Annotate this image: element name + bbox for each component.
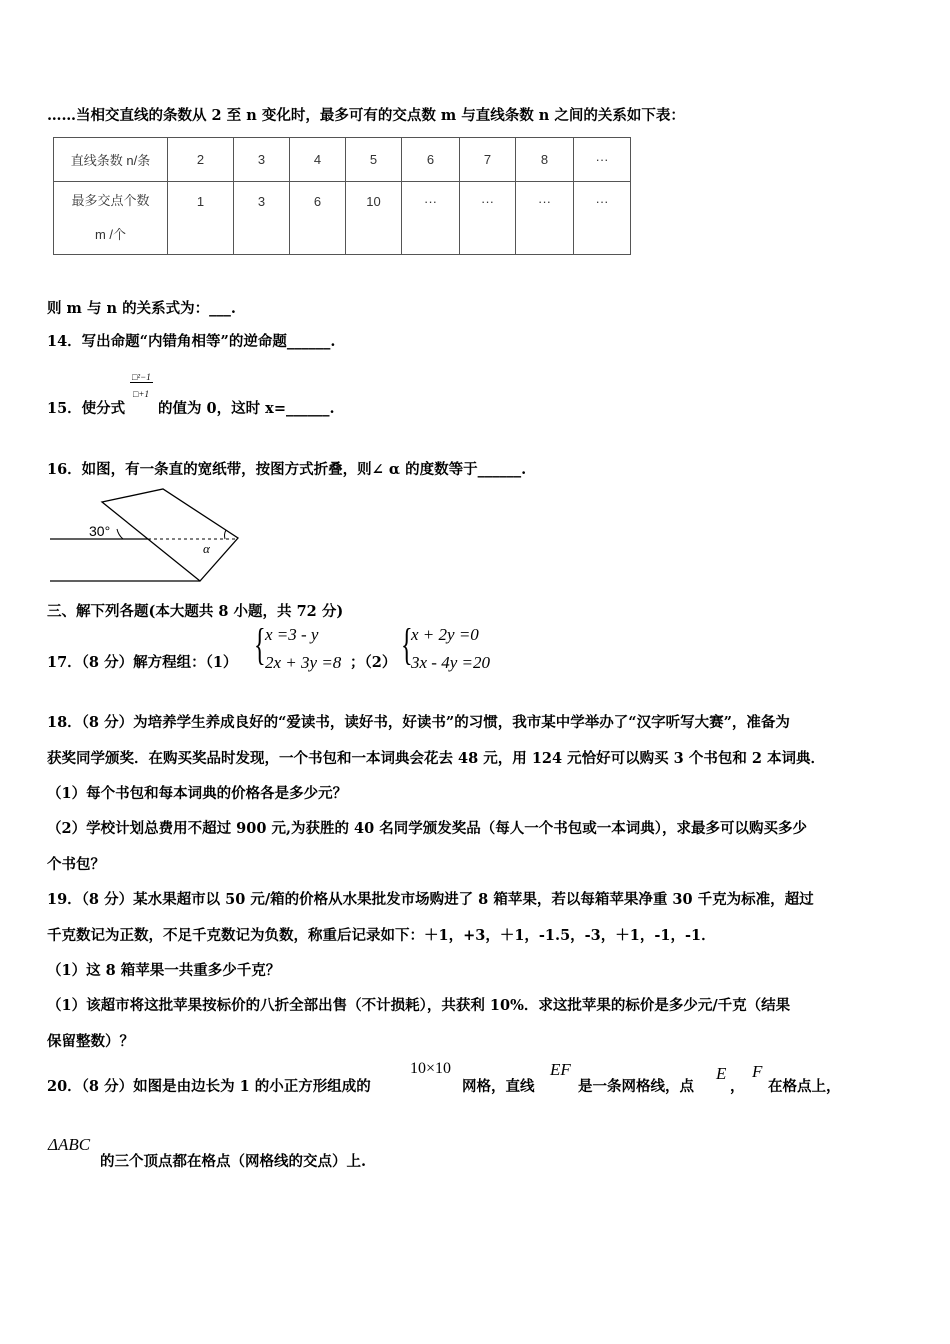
sys2-eq2: 3x - 4y =20 [411, 653, 490, 672]
section-title: 三、解下列各题(本大题共 8 小题，共 72 分) [47, 603, 344, 620]
table-cell: 2 [168, 138, 234, 182]
q20-text: ， [730, 1078, 745, 1095]
angle-30-arc [117, 529, 123, 539]
q20-triangle-abc: ΔABC [48, 1135, 91, 1154]
table-header-line: 最多交点个数 [71, 193, 150, 208]
q19-line: 千克数记为正数，不足千克数记为负数，称重后记录如下：＋1，+3，＋1，-1.5，-3，＋1，-1，-1． [47, 927, 716, 944]
brace-icon: { [254, 620, 266, 669]
q15-prefix: 15．使分式 [47, 400, 126, 417]
q20-prefix: 20．（8 分）如图是由边长为 1 的小正方形组成的 [47, 1078, 371, 1095]
q20-grid-size: 10×10 [410, 1060, 452, 1077]
q16-text: 16．如图，有一条直的宽纸带，按图方式折叠，则∠ α 的度数等于______. [47, 461, 527, 478]
angle-30-label: 30° [89, 523, 111, 539]
q19-line: （1）这 8 箱苹果一共重多少千克？ [47, 962, 281, 979]
q18-line: （1）每个书包和每本词典的价格各是多少元？ [47, 785, 348, 802]
table-cell: 4 [290, 138, 346, 182]
q18-line: （2）学校计划总费用不超过 900 元,为获胜的 40 名同学颁发奖品（每人一个书包或一本词典），求最多可以购买多少 [47, 820, 808, 837]
table-header-line: m /个 [94, 227, 127, 242]
q18-line: 个书包？ [47, 856, 105, 873]
table-cell: 8 [516, 138, 574, 182]
q20-point-e: E [716, 1064, 727, 1083]
table-header-cell: 直线条数 n/条 [54, 138, 168, 182]
q13-conclusion: 则 m 与 n 的关系式为：___. [47, 300, 236, 317]
q20-text: 是一条网格线，点 [578, 1078, 694, 1095]
q19-line: （1）该超市将这批苹果按标价的八折全部出售（不计损耗），共获利 10%．求这批苹果的标价是多少元/千克（结果 [47, 997, 791, 1014]
q15-numerator: □²−1 [132, 372, 151, 382]
q20-text: 的三个顶点都在格点（网格线的交点）上. [100, 1153, 367, 1170]
q20-text: 在格点上， [768, 1078, 841, 1095]
q20-point-f: F [752, 1062, 763, 1081]
angle-alpha-label: α [203, 541, 210, 556]
table-cell: 3 [234, 182, 290, 255]
table-cell: 10 [346, 182, 402, 255]
q17-separator: ；（2） [350, 654, 397, 671]
table-cell: ··· [516, 182, 574, 255]
q13-intro: ……当相交直线的条数从 2 至 n 变化时，最多可有的交点数 m 与直线条数 n 之间的关系如下表： [47, 107, 685, 124]
q20-ef: EF [550, 1060, 571, 1079]
table-cell: 1 [168, 182, 234, 255]
q20-text: 网格，直线 [462, 1078, 535, 1095]
q19-line: 19．（8 分）某水果超市以 50 元/箱的价格从水果批发市场购进了 8 箱苹果，若以每箱苹果净重 30 千克为标准，超过 [47, 891, 814, 908]
q15-suffix: 的值为 0，这时 x=______. [158, 400, 335, 417]
q19-line: 保留整数）？ [47, 1033, 134, 1050]
table-row [54, 182, 631, 255]
table-cell: ··· [402, 182, 460, 255]
table-cell: 6 [290, 182, 346, 255]
table-cell: ··· [574, 138, 631, 182]
brace-icon: { [401, 620, 413, 669]
table-header-cell [54, 182, 168, 255]
sys1-eq2: 2x + 3y =8 [265, 653, 342, 672]
table-cell: ··· [574, 182, 631, 255]
q17-prefix: 17．（8 分）解方程组：（1） [47, 654, 238, 671]
q18-line: 获奖同学颁奖．在购买奖品时发现，一个书包和一本词典会花去 48 元，用 124 元恰好可以购买 3 个书包和 2 本词典． [47, 750, 826, 767]
table-cell: 6 [402, 138, 460, 182]
folded-strip-figure [45, 485, 245, 590]
table-cell: ··· [460, 182, 516, 255]
angle-alpha-arc [225, 530, 226, 539]
q18-line: 18．（8 分）为培养学生养成良好的“爱读书，读好书，好读书”的习惯，我市某中学举办了“汉字听写大赛”，准备为 [47, 714, 790, 731]
sys1-eq1: x =3 - y [265, 625, 319, 644]
table-cell: 3 [234, 138, 290, 182]
sys2-eq1: x + 2y =0 [411, 625, 479, 644]
table-cell: 7 [460, 138, 516, 182]
q13-table [53, 137, 631, 255]
q14-text: 14．写出命题“内错角相等”的逆命题______. [47, 333, 336, 350]
q15-denominator: □+1 [133, 389, 150, 399]
table-cell: 5 [346, 138, 402, 182]
folded-part [102, 489, 238, 581]
table-row [54, 138, 631, 182]
